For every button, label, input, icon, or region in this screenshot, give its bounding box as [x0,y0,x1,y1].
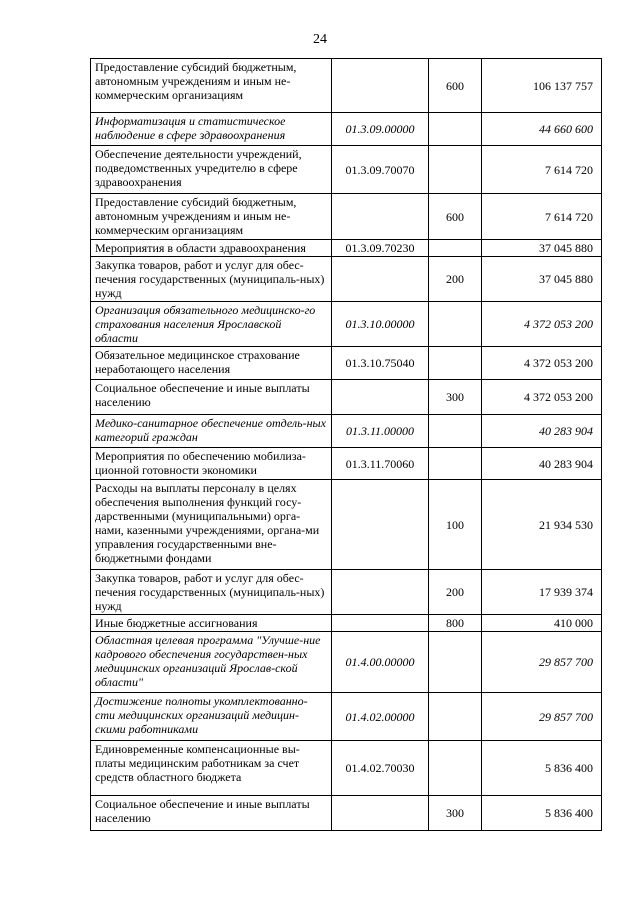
row-expense-type-cell: 600 [429,194,482,240]
row-name-cell: Расходы на выплаты персоналу в целях обеспечения выполнения функций госу-дарственными (муниципальными) орга-нами, казенными учреждениями, органа-ми управления государственными вне-бюджетными фондами [91,480,332,570]
row-amount-cell: 29 857 700 [482,693,602,741]
row-code-cell [332,380,429,415]
row-expense-type-cell: 200 [429,570,482,615]
row-amount-cell: 21 934 530 [482,480,602,570]
row-code-cell: 01.4.02.70030 [332,741,429,796]
row-code-cell: 01.3.09.00000 [332,113,429,146]
row-amount-cell: 29 857 700 [482,632,602,693]
row-code-cell: 01.3.10.00000 [332,302,429,347]
row-expense-type-cell [429,632,482,693]
row-expense-type-cell [429,240,482,257]
row-name-cell: Достижение полноты укомплектованно-сти медицинских организаций медицин-скими работниками [91,693,332,741]
budget-table [90,58,602,831]
row-amount-cell: 106 137 757 [482,59,602,113]
row-code-cell: 01.3.11.70060 [332,448,429,480]
row-amount-cell: 5 836 400 [482,741,602,796]
table-row [91,632,602,693]
table-row [91,380,602,415]
table-row [91,480,602,570]
row-amount-cell: 4 372 053 200 [482,347,602,380]
table-row [91,59,602,113]
page-number: 24 [313,32,327,47]
row-name-cell: Обеспечение деятельности учреждений, подведомственных учредителю в сфере здравоохранения [91,146,332,194]
row-name-cell: Предоставление субсидий бюджетным, автономным учреждениям и иным не-коммерческим организациям [91,194,332,240]
row-name-cell: Социальное обеспечение и иные выплаты населению [91,796,332,831]
budget-table-body [91,59,602,831]
row-name-cell: Обязательное медицинское страхование неработающего населения [91,347,332,380]
row-name-cell: Информатизация и статистическое наблюдение в сфере здравоохранения [91,113,332,146]
table-row [91,415,602,448]
row-expense-type-cell: 600 [429,59,482,113]
row-code-cell: 01.3.10.75040 [332,347,429,380]
table-row [91,113,602,146]
row-amount-cell: 7 614 720 [482,194,602,240]
row-code-cell [332,194,429,240]
row-code-cell [332,570,429,615]
row-amount-cell: 37 045 880 [482,257,602,302]
row-amount-cell: 4 372 053 200 [482,380,602,415]
table-row [91,302,602,347]
table-row [91,796,602,831]
row-amount-cell: 7 614 720 [482,146,602,194]
row-code-cell: 01.4.00.00000 [332,632,429,693]
table-row [91,194,602,240]
row-name-cell: Социальное обеспечение и иные выплаты населению [91,380,332,415]
table-row [91,615,602,632]
row-code-cell [332,796,429,831]
row-code-cell: 01.3.09.70070 [332,146,429,194]
row-expense-type-cell [429,693,482,741]
row-code-cell [332,257,429,302]
row-expense-type-cell: 300 [429,380,482,415]
row-expense-type-cell: 800 [429,615,482,632]
row-expense-type-cell: 100 [429,480,482,570]
table-row [91,693,602,741]
row-code-cell: 01.3.11.00000 [332,415,429,448]
table-row [91,570,602,615]
row-name-cell: Медико-санитарное обеспечение отдель-ных категорий граждан [91,415,332,448]
row-code-cell [332,615,429,632]
row-expense-type-cell [429,347,482,380]
row-expense-type-cell [429,741,482,796]
table-row [91,741,602,796]
row-name-cell: Закупка товаров, работ и услуг для обес-печения государственных (муниципаль-ных) нужд [91,570,332,615]
row-expense-type-cell: 200 [429,257,482,302]
table-row [91,347,602,380]
table-row [91,240,602,257]
row-name-cell: Иные бюджетные ассигнования [91,615,332,632]
table-row [91,257,602,302]
row-expense-type-cell [429,448,482,480]
row-name-cell: Областная целевая программа "Улучше-ние кадрового обеспечения государствен-ных медицинских организаций Ярослав-ской области" [91,632,332,693]
row-name-cell: Закупка товаров, работ и услуг для обес-печения государственных (муниципаль-ных) нужд [91,257,332,302]
row-code-cell [332,480,429,570]
row-name-cell: Предоставление субсидий бюджетным, автономным учреждениям и иным не-коммерческим организациям [91,59,332,113]
row-expense-type-cell [429,302,482,347]
row-name-cell: Мероприятия по обеспечению мобилиза-ционной готовности экономики [91,448,332,480]
row-expense-type-cell [429,113,482,146]
row-amount-cell: 4 372 053 200 [482,302,602,347]
row-amount-cell: 40 283 904 [482,415,602,448]
table-row [91,146,602,194]
row-name-cell: Организация обязательного медицинско-го страхования населения Ярославской области [91,302,332,347]
row-expense-type-cell [429,415,482,448]
row-amount-cell: 37 045 880 [482,240,602,257]
table-row [91,448,602,480]
row-name-cell: Единовременные компенсационные вы-платы медицинским работникам за счет средств областного бюджета [91,741,332,796]
row-name-cell: Мероприятия в области здравоохранения [91,240,332,257]
row-amount-cell: 5 836 400 [482,796,602,831]
row-amount-cell: 17 939 374 [482,570,602,615]
row-code-cell: 01.3.09.70230 [332,240,429,257]
row-expense-type-cell [429,146,482,194]
row-amount-cell: 410 000 [482,615,602,632]
row-amount-cell: 44 660 600 [482,113,602,146]
row-amount-cell: 40 283 904 [482,448,602,480]
row-expense-type-cell: 300 [429,796,482,831]
row-code-cell [332,59,429,113]
row-code-cell: 01.4.02.00000 [332,693,429,741]
